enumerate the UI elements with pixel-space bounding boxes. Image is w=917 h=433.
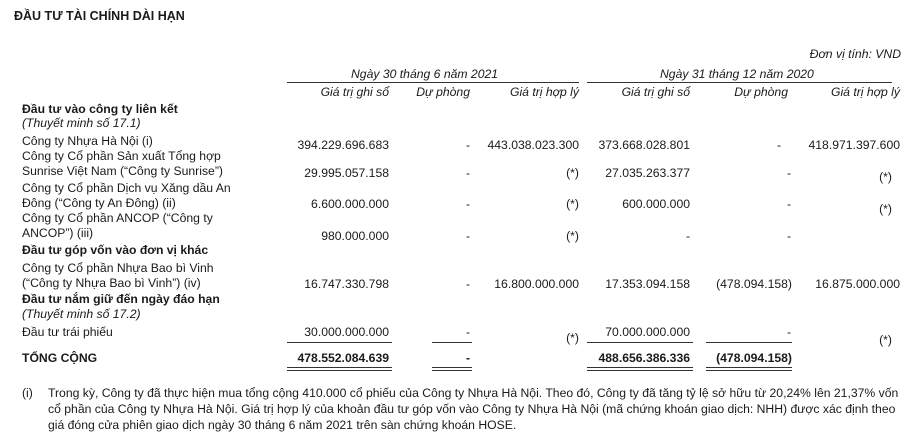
total-value: 478.552.084.639 (297, 351, 389, 365)
row-label: Công ty Cổ phần Dịch vụ Xăng dầu An (22, 181, 231, 195)
row-value: - (465, 277, 470, 291)
row-label: Đầu tư trái phiếu (22, 325, 113, 339)
col-header-provision-2020: Dự phòng (734, 85, 788, 99)
row-value: 418.971.397.600 (808, 138, 900, 152)
total-value: - (465, 351, 470, 365)
row-label: Đông (“Công ty An Đông) (ii) (22, 196, 176, 210)
row-value: - (465, 229, 470, 243)
subtotal-line (432, 342, 472, 343)
row-value: - (465, 166, 470, 180)
row-value: - (786, 325, 791, 339)
row-value: (*) (566, 197, 579, 211)
row-label: Công ty Cổ phần Sản xuất Tổng hợp (22, 149, 221, 163)
col-header-fair-value-2020: Giá trị hợp lý (830, 85, 900, 99)
period-underline-2020 (587, 82, 892, 83)
section-note-associates: (Thuyết minh số 17.1) (22, 116, 141, 130)
total-value: (478.094.158) (716, 351, 792, 365)
row-value: 600.000.000 (622, 197, 690, 211)
total-double-line (432, 367, 472, 371)
row-value: (*) (566, 331, 579, 345)
total-value: 488.656.386.336 (598, 351, 690, 365)
col-header-book-value-2020: Giá trị ghi sổ (621, 85, 690, 99)
row-value: - (786, 166, 791, 180)
row-value: 70.000.000.000 (605, 325, 690, 339)
row-value: - (465, 138, 470, 152)
total-double-line (587, 367, 693, 371)
col-header-book-value-2021: Giá trị ghi sổ (320, 85, 389, 99)
period-header-2020: Ngày 31 tháng 12 năm 2020 (660, 67, 814, 81)
row-value: - (685, 229, 690, 243)
row-value: (478.094.158) (716, 277, 792, 291)
row-value: 16.747.330.798 (304, 277, 389, 291)
row-value: 373.668.028.801 (598, 138, 690, 152)
total-double-line (287, 367, 392, 371)
page-title: ĐẦU TƯ TÀI CHÍNH DÀI HẠN (14, 9, 185, 23)
row-value: - (776, 138, 781, 152)
row-value: 16.875.000.000 (815, 277, 900, 291)
row-value: (*) (566, 229, 579, 243)
section-note-held-to-maturity: (Thuyết minh số 17.2) (22, 307, 141, 321)
total-label: TỔNG CỘNG (22, 351, 98, 365)
row-value: 16.800.000.000 (494, 277, 579, 291)
col-header-fair-value-2021: Giá trị hợp lý (509, 85, 579, 99)
row-value: - (786, 197, 791, 211)
row-value: - (786, 229, 791, 243)
row-value: 29.995.057.158 (304, 166, 389, 180)
row-label: Công ty Nhựa Hà Nội (i) (22, 134, 153, 148)
row-label: Sunrise Việt Nam (“Công ty Sunrise”) (22, 164, 223, 178)
row-value: (*) (879, 202, 892, 216)
total-double-line (706, 367, 792, 371)
section-heading-associates: Đầu tư vào công ty liên kết (22, 102, 178, 116)
row-value: 980.000.000 (321, 229, 389, 243)
period-underline-2021 (287, 82, 579, 83)
row-value: (*) (879, 170, 892, 184)
section-heading-held-to-maturity: Đầu tư nắm giữ đến ngày đáo hạn (22, 292, 220, 306)
row-value: 27.035.263.377 (605, 166, 690, 180)
row-label: ANCOP”) (iii) (22, 226, 94, 240)
row-value: 443.038.023.300 (487, 138, 579, 152)
section-heading-other-investments: Đầu tư góp vốn vào đơn vị khác (22, 243, 209, 257)
unit-label: Đơn vị tính: VND (809, 47, 901, 61)
row-value: 30.000.000.000 (304, 325, 389, 339)
row-label: Công ty Cổ phần Nhựa Bao bì Vinh (22, 261, 214, 275)
row-value: 17.353.094.158 (605, 277, 690, 291)
col-header-provision-2021: Dự phòng (416, 85, 470, 99)
subtotal-line (587, 342, 693, 343)
row-value: (*) (879, 333, 892, 347)
footnote-text: Trong kỳ, Công ty đã thực hiện mua tổng cộng 410.000 cổ phiếu của Công ty Nhựa Hà Nội. Theo đó, Công ty đã tăng tỷ lệ sở hữu từ 20,24% lên 21,37% vốn cổ phần của Công ty Nhựa Hà Nội. Giá trị hợp lý của khoản đầu tư góp vốn vào Công ty Nhựa Hà Nội (mã chứng khoán giao dịch: NHH) được xác định theo giá đóng cửa phiên giao dịch ngày 30 tháng 6 năm 2021 trên sàn chứng khoán HOSE. (48, 386, 899, 432)
row-value: - (465, 325, 470, 339)
subtotal-line (706, 342, 792, 343)
period-header-2021: Ngày 30 tháng 6 năm 2021 (351, 67, 499, 81)
row-value: - (465, 197, 470, 211)
row-label: (“Công ty Nhựa Bao bì Vinh”) (iv) (22, 276, 201, 290)
row-value: 394.229.696.683 (297, 138, 389, 152)
footnote-marker: (i) (22, 386, 33, 400)
row-label: Công ty Cổ phần ANCOP (“Công ty (22, 211, 213, 225)
row-value: 6.600.000.000 (311, 197, 389, 211)
row-value: (*) (566, 166, 579, 180)
subtotal-line (287, 342, 392, 343)
